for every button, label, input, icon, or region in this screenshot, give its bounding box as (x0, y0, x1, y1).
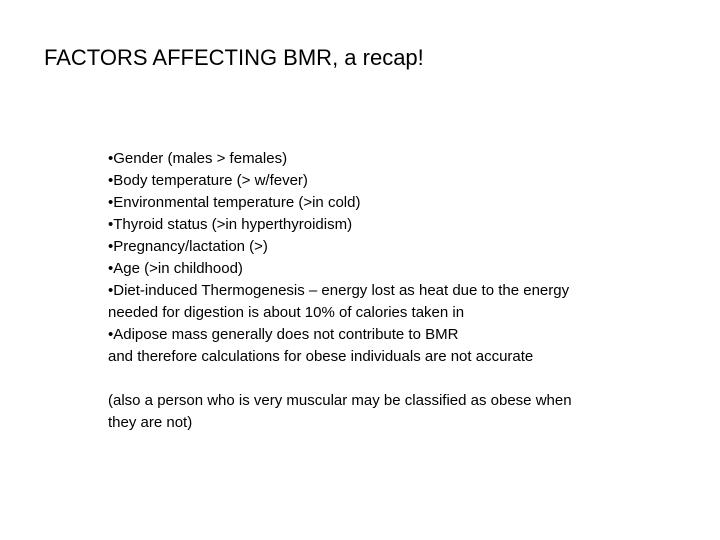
note-muscular-line-1: (also a person who is very muscular may be classified as obese when (108, 392, 572, 409)
bullet-age: •Age (>in childhood) (108, 260, 243, 277)
bullet-diet-induced-thermogenesis: •Diet-induced Thermogenesis – energy lost as heat due to the energy (108, 282, 570, 299)
slide-body (108, 148, 668, 434)
slide-title: FACTORS AFFECTING BMR, a recap! (44, 45, 424, 70)
paragraph-spacer (108, 368, 668, 390)
bullet-adipose-mass: •Adipose mass generally does not contribute to BMR (108, 326, 459, 343)
bullet-thyroid-status: •Thyroid status (>in hyperthyroidism) (108, 216, 353, 233)
bullet-adipose-mass-continued: and therefore calculations for obese individuals are not accurate (108, 348, 534, 365)
bullet-diet-induced-thermogenesis-continued: needed for digestion is about 10% of calories taken in (108, 304, 465, 321)
bullet-environmental-temperature: •Environmental temperature (>in cold) (108, 194, 361, 211)
note-muscular-line-2: they are not) (108, 414, 193, 431)
bullet-pregnancy-lactation: •Pregnancy/lactation (>) (108, 238, 268, 255)
bullet-gender: •Gender (males > females) (108, 150, 288, 167)
bullet-body-temperature: •Body temperature (> w/fever) (108, 172, 308, 189)
